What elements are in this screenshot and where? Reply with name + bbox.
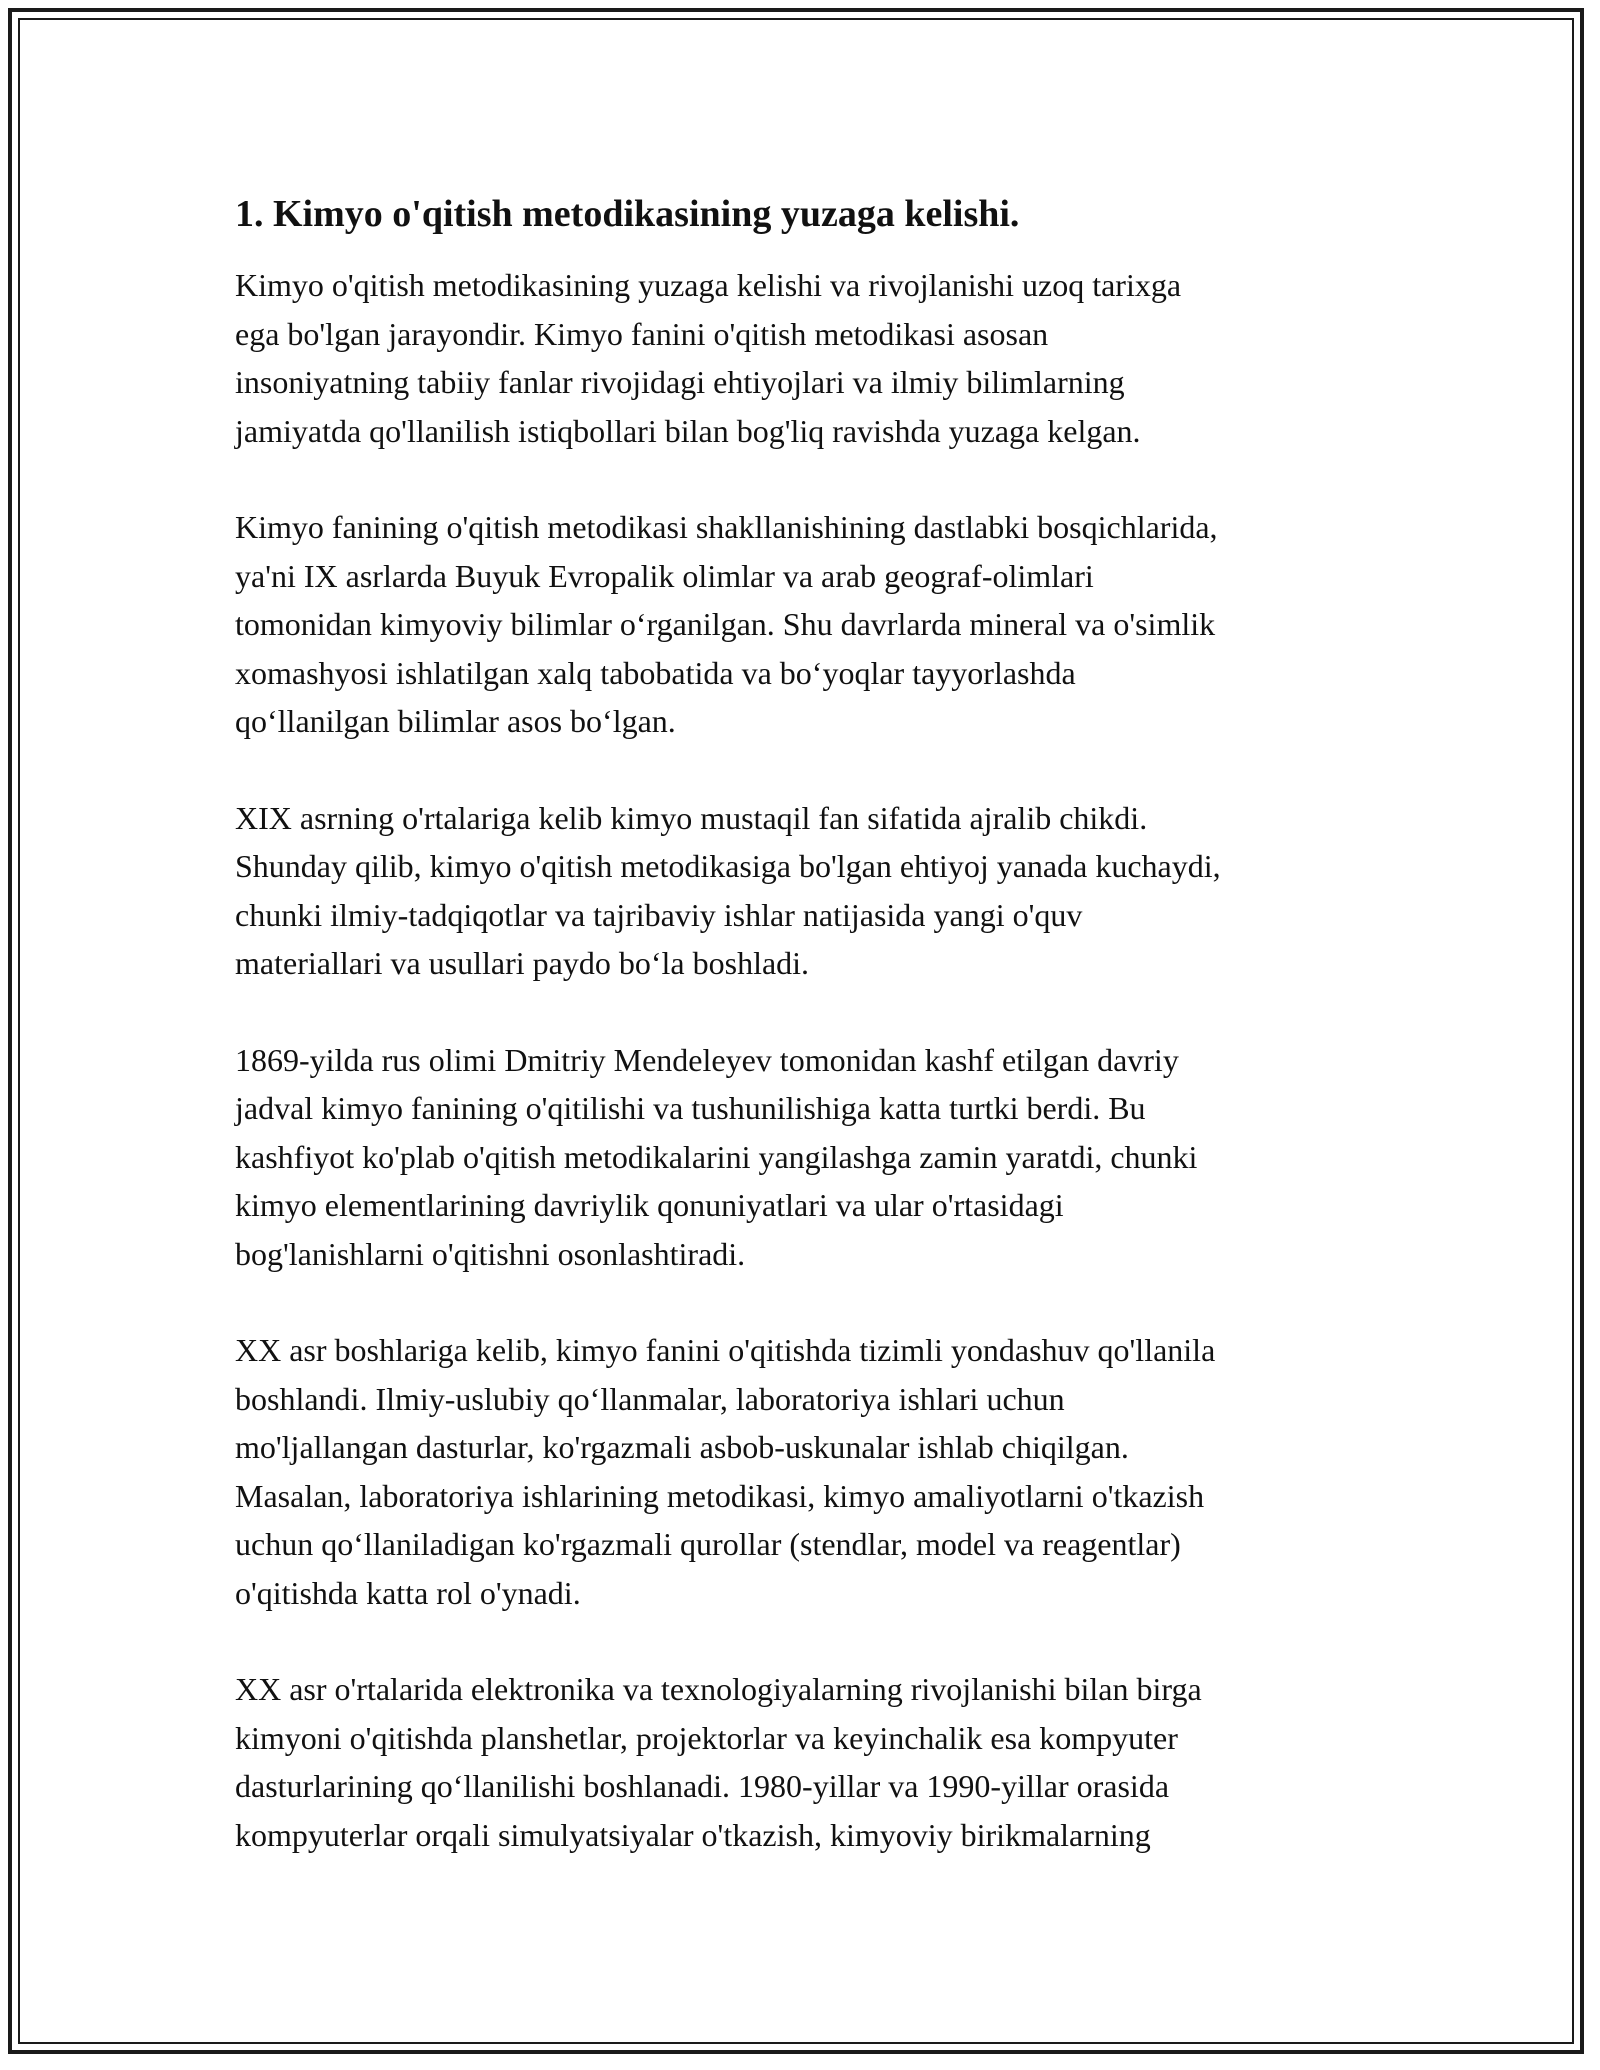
- paragraph-6: [235, 1665, 1370, 1859]
- text-line: 1869-yilda rus olimi Dmitriy Mendeleyev tomonidan kashf etilgan davriy: [235, 1041, 1179, 1078]
- text-line: Kimyo o'qitish metodikasining yuzaga kelishi va rivojlanishi uzoq tarixga: [235, 267, 1182, 303]
- text-line: insoniyatning tabiiy fanlar rivojidagi ehtiyojlari va ilmiy bilimlarning: [235, 364, 1125, 400]
- text-line: dasturlarining qo‘llanilishi boshlanadi. 1980-yillar va 1990-yillar orasida: [235, 1768, 1170, 1804]
- paragraph-2: [235, 503, 1370, 746]
- text-line: o'qitishda katta rol o'ynadi.: [235, 1574, 581, 1611]
- text-line: materiallari va usullari paydo bo‘la boshladi.: [235, 945, 810, 981]
- paragraph-4: [235, 1036, 1370, 1279]
- text-line: jamiyatda qo'llanilish istiqbollari bilan bog'liq ravishda yuzaga kelgan.: [235, 412, 1141, 449]
- text-line: xomashyosi ishlatilgan xalq tabobatida va bo‘yoqlar tayyorlashda: [235, 654, 1076, 691]
- text-line: XX asr boshlariga kelib, kimyo fanini o'qitishda tizimli yondashuv qo'llanila: [235, 1332, 1216, 1368]
- text-line: kimyo elementlarining davriylik qonuniyatlari va ular o'rtasidagi: [235, 1187, 1064, 1223]
- text-line: Kimyo fanining o'qitish metodikasi shakllanishining dastlabki bosqichlarida,: [235, 509, 1218, 545]
- text-line: boshlandi. Ilmiy-uslubiy qo‘llanmalar, laboratoriya ishlari uchun: [235, 1380, 1065, 1417]
- text-line: kimyoni o'qitishda planshetlar, projektorlar va keyinchalik esa kompyuter: [235, 1719, 1178, 1756]
- text-line: qo‘llanilgan bilimlar asos bo‘lgan.: [235, 703, 676, 739]
- text-line: mo'ljallangan dasturlar, ko'rgazmali asbob-uskunalar ishlab chiqilgan.: [235, 1429, 1129, 1465]
- paragraph-5: [235, 1326, 1370, 1617]
- text-line: XX asr o'rtalarida elektronika va texnologiyalarning rivojlanishi bilan birga: [235, 1671, 1202, 1707]
- paragraph-3: [235, 794, 1370, 988]
- text-line: kompyuterlar orqali simulyatsiyalar o'tkazish, kimyoviy birikmalarning: [235, 1816, 1151, 1853]
- section-heading: 1. Kimyo o'qitish metodikasining yuzaga kelishi.: [235, 193, 1020, 235]
- text-line: XIX asrning o'rtalariga kelib kimyo mustaqil fan sifatida ajralib chikdi.: [235, 799, 1148, 836]
- document-body: [235, 185, 1370, 1907]
- text-line: Shunday qilib, kimyo o'qitish metodikasiga bo'lgan ehtiyoj yanada kuchaydi,: [235, 848, 1221, 884]
- text-line: uchun qo‘llaniladigan ko'rgazmali qurollar (stendlar, model va reagentlar): [235, 1526, 1181, 1562]
- text-line: jadval kimyo fanining o'qitilishi va tushunilishiga katta turtki berdi. Bu: [235, 1090, 1146, 1126]
- text-line: kashfiyot ko'plab o'qitish metodikalarini yangilashga zamin yaratdi, chunki: [235, 1138, 1198, 1175]
- text-line: tomonidan kimyoviy bilimlar o‘rganilgan. Shu davrlarda mineral va o'simlik: [235, 606, 1216, 642]
- paragraph-1: [235, 261, 1370, 455]
- text-line: ya'ni IX asrlarda Buyuk Evropalik olimlar va arab geograf-olimlari: [235, 557, 1094, 594]
- text-line: chunki ilmiy-tadqiqotlar va tajribaviy ishlar natijasida yangi o'quv: [235, 896, 1083, 933]
- text-line: Masalan, laboratoriya ishlarining metodikasi, kimyo amaliyotlarni o'tkazish: [235, 1477, 1205, 1514]
- text-line: ega bo'lgan jarayondir. Kimyo fanini o'qitish metodikasi asosan: [235, 315, 1049, 352]
- text-line: bog'lanishlarni o'qitishni osonlashtiradi.: [235, 1235, 746, 1272]
